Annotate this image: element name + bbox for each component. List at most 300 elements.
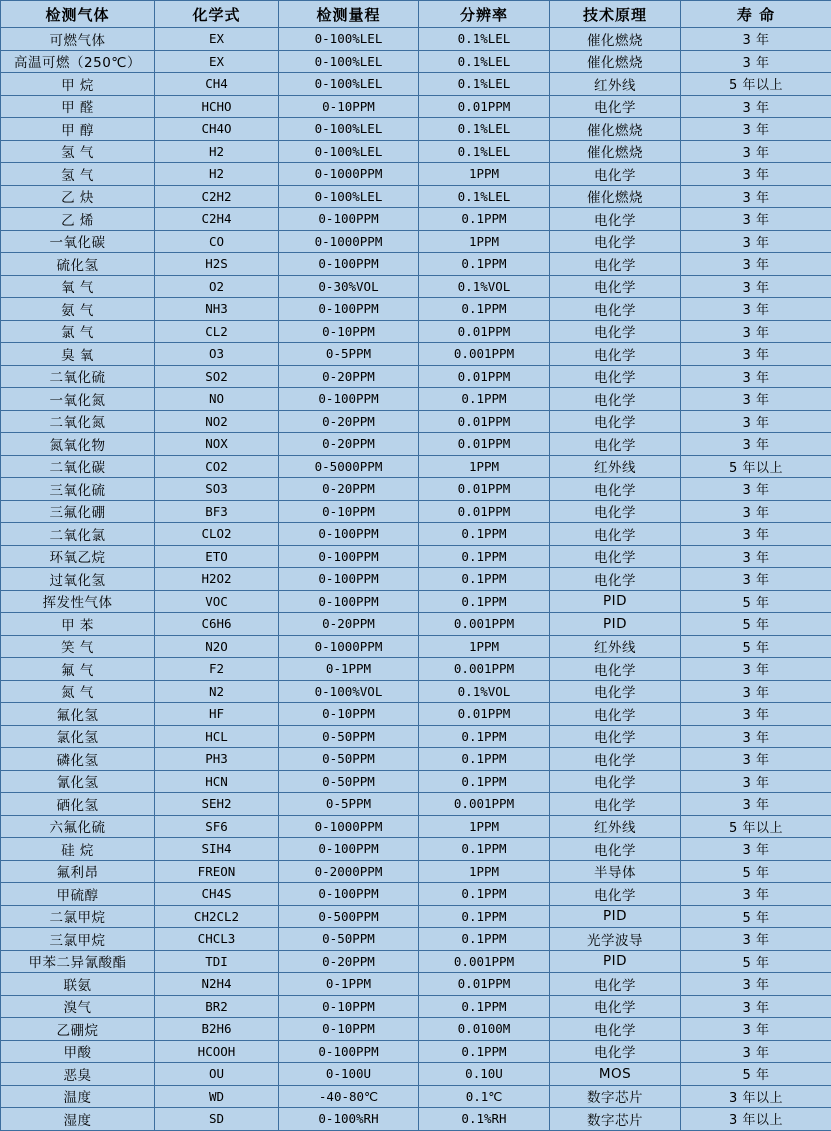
- cell-technical-principle: 红外线: [550, 73, 681, 96]
- table-row: [1, 95, 831, 118]
- table-row: [1, 995, 831, 1018]
- cell-gas-name: 氟 气: [1, 658, 155, 681]
- cell-technical-principle: 数字芯片: [550, 1085, 681, 1108]
- cell-gas-name: 磷化氢: [1, 748, 155, 771]
- cell-resolution: 0.1PPM: [419, 298, 550, 321]
- cell-lifespan: 3 年: [681, 1040, 831, 1063]
- table-row: [1, 1108, 831, 1131]
- cell-detection-range: 0-2000PPM: [279, 860, 419, 883]
- cell-chemical-formula: PH3: [155, 748, 279, 771]
- cell-chemical-formula: NOX: [155, 433, 279, 456]
- cell-gas-name: 乙硼烷: [1, 1018, 155, 1041]
- cell-detection-range: 0-100U: [279, 1063, 419, 1086]
- cell-technical-principle: 电化学: [550, 365, 681, 388]
- cell-technical-principle: 红外线: [550, 635, 681, 658]
- cell-gas-name: 甲苯二异氰酸酯: [1, 950, 155, 973]
- cell-lifespan: 3 年: [681, 410, 831, 433]
- cell-lifespan: 3 年: [681, 230, 831, 253]
- cell-gas-name: 氰化氢: [1, 770, 155, 793]
- cell-detection-range: 0-100PPM: [279, 545, 419, 568]
- cell-technical-principle: 电化学: [550, 95, 681, 118]
- cell-detection-range: 0-20PPM: [279, 433, 419, 456]
- cell-resolution: 0.01PPM: [419, 95, 550, 118]
- cell-chemical-formula: CHCL3: [155, 928, 279, 951]
- cell-detection-range: 0-100PPM: [279, 388, 419, 411]
- cell-lifespan: 5 年以上: [681, 455, 831, 478]
- table-row: [1, 478, 831, 501]
- cell-technical-principle: 电化学: [550, 568, 681, 591]
- cell-resolution: 0.1PPM: [419, 388, 550, 411]
- table-row: [1, 860, 831, 883]
- cell-technical-principle: 电化学: [550, 230, 681, 253]
- cell-resolution: 0.1PPM: [419, 928, 550, 951]
- cell-lifespan: 5 年以上: [681, 815, 831, 838]
- table-row: [1, 545, 831, 568]
- cell-technical-principle: 电化学: [550, 410, 681, 433]
- cell-resolution: 0.01PPM: [419, 973, 550, 996]
- cell-technical-principle: PID: [550, 905, 681, 928]
- table-row: [1, 950, 831, 973]
- cell-detection-range: 0-100PPM: [279, 568, 419, 591]
- cell-technical-principle: MOS: [550, 1063, 681, 1086]
- cell-resolution: 0.1PPM: [419, 905, 550, 928]
- cell-resolution: 0.01PPM: [419, 703, 550, 726]
- cell-chemical-formula: VOC: [155, 590, 279, 613]
- cell-chemical-formula: H2S: [155, 253, 279, 276]
- cell-gas-name: 三氧化硫: [1, 478, 155, 501]
- cell-technical-principle: 电化学: [550, 725, 681, 748]
- cell-gas-name: 氯 气: [1, 320, 155, 343]
- cell-technical-principle: 电化学: [550, 298, 681, 321]
- cell-detection-range: 0-100%LEL: [279, 140, 419, 163]
- table-row: [1, 658, 831, 681]
- table-row: [1, 140, 831, 163]
- column-header-principle: 技术原理: [550, 1, 681, 28]
- table-row: [1, 1085, 831, 1108]
- cell-lifespan: 5 年: [681, 950, 831, 973]
- cell-resolution: 1PPM: [419, 455, 550, 478]
- cell-technical-principle: 电化学: [550, 703, 681, 726]
- cell-resolution: 0.1PPM: [419, 590, 550, 613]
- cell-resolution: 0.1%RH: [419, 1108, 550, 1131]
- table-row: [1, 1018, 831, 1041]
- cell-technical-principle: 电化学: [550, 680, 681, 703]
- cell-detection-range: 0-100%RH: [279, 1108, 419, 1131]
- cell-detection-range: 0-10PPM: [279, 995, 419, 1018]
- cell-chemical-formula: N2H4: [155, 973, 279, 996]
- cell-chemical-formula: C2H4: [155, 208, 279, 231]
- cell-lifespan: 3 年: [681, 118, 831, 141]
- cell-gas-name: 三氟化硼: [1, 500, 155, 523]
- cell-gas-name: 温度: [1, 1085, 155, 1108]
- table-row: [1, 703, 831, 726]
- cell-lifespan: 3 年: [681, 478, 831, 501]
- cell-gas-name: 二氧化碳: [1, 455, 155, 478]
- cell-lifespan: 3 年: [681, 320, 831, 343]
- cell-resolution: 0.01PPM: [419, 365, 550, 388]
- cell-chemical-formula: NO: [155, 388, 279, 411]
- cell-chemical-formula: CO2: [155, 455, 279, 478]
- cell-detection-range: 0-1000PPM: [279, 163, 419, 186]
- cell-lifespan: 5 年: [681, 635, 831, 658]
- cell-gas-name: 一氧化碳: [1, 230, 155, 253]
- table-row: [1, 118, 831, 141]
- cell-chemical-formula: SO2: [155, 365, 279, 388]
- cell-technical-principle: 电化学: [550, 883, 681, 906]
- cell-gas-name: 湿度: [1, 1108, 155, 1131]
- cell-resolution: 0.1%VOL: [419, 275, 550, 298]
- cell-chemical-formula: HF: [155, 703, 279, 726]
- cell-gas-name: 甲 醇: [1, 118, 155, 141]
- cell-chemical-formula: CLO2: [155, 523, 279, 546]
- cell-chemical-formula: HCN: [155, 770, 279, 793]
- cell-technical-principle: 电化学: [550, 388, 681, 411]
- cell-lifespan: 3 年: [681, 185, 831, 208]
- cell-detection-range: 0-10PPM: [279, 320, 419, 343]
- table-row: [1, 500, 831, 523]
- cell-resolution: 0.01PPM: [419, 433, 550, 456]
- cell-resolution: 0.01PPM: [419, 410, 550, 433]
- cell-lifespan: 3 年: [681, 725, 831, 748]
- cell-technical-principle: 光学波导: [550, 928, 681, 951]
- cell-lifespan: 3 年: [681, 163, 831, 186]
- cell-lifespan: 3 年: [681, 973, 831, 996]
- cell-lifespan: 3 年: [681, 680, 831, 703]
- cell-gas-name: 二氧化硫: [1, 365, 155, 388]
- cell-chemical-formula: N2O: [155, 635, 279, 658]
- cell-detection-range: 0-20PPM: [279, 478, 419, 501]
- cell-chemical-formula: CH4: [155, 73, 279, 96]
- cell-detection-range: 0-30%VOL: [279, 275, 419, 298]
- cell-technical-principle: 电化学: [550, 545, 681, 568]
- cell-detection-range: 0-50PPM: [279, 748, 419, 771]
- table-row: [1, 815, 831, 838]
- cell-chemical-formula: C2H2: [155, 185, 279, 208]
- cell-detection-range: 0-100PPM: [279, 1040, 419, 1063]
- cell-resolution: 0.1PPM: [419, 208, 550, 231]
- table-row: [1, 433, 831, 456]
- column-header-formula: 化学式: [155, 1, 279, 28]
- cell-resolution: 0.1%LEL: [419, 118, 550, 141]
- cell-resolution: 0.1PPM: [419, 748, 550, 771]
- cell-lifespan: 3 年: [681, 748, 831, 771]
- cell-resolution: 0.001PPM: [419, 950, 550, 973]
- cell-chemical-formula: F2: [155, 658, 279, 681]
- cell-detection-range: 0-100PPM: [279, 208, 419, 231]
- cell-resolution: 0.01PPM: [419, 500, 550, 523]
- cell-detection-range: 0-100%LEL: [279, 50, 419, 73]
- cell-detection-range: 0-5PPM: [279, 793, 419, 816]
- cell-technical-principle: PID: [550, 613, 681, 636]
- cell-lifespan: 3 年: [681, 140, 831, 163]
- cell-resolution: 0.1%VOL: [419, 680, 550, 703]
- cell-detection-range: 0-100PPM: [279, 298, 419, 321]
- cell-gas-name: 可燃气体: [1, 28, 155, 51]
- cell-detection-range: 0-100PPM: [279, 883, 419, 906]
- table-row: [1, 253, 831, 276]
- table-row: [1, 185, 831, 208]
- cell-lifespan: 3 年: [681, 208, 831, 231]
- cell-detection-range: 0-50PPM: [279, 928, 419, 951]
- cell-technical-principle: 红外线: [550, 815, 681, 838]
- cell-gas-name: 二氧化氯: [1, 523, 155, 546]
- cell-chemical-formula: CH4S: [155, 883, 279, 906]
- cell-lifespan: 3 年以上: [681, 1085, 831, 1108]
- column-header-resolution: 分辨率: [419, 1, 550, 28]
- cell-gas-name: 乙 炔: [1, 185, 155, 208]
- table-row: [1, 838, 831, 861]
- table-row: [1, 410, 831, 433]
- cell-technical-principle: 电化学: [550, 1018, 681, 1041]
- cell-resolution: 1PPM: [419, 815, 550, 838]
- cell-gas-name: 笑 气: [1, 635, 155, 658]
- cell-lifespan: 3 年: [681, 253, 831, 276]
- cell-resolution: 0.1%LEL: [419, 73, 550, 96]
- cell-gas-name: 氮 气: [1, 680, 155, 703]
- table-row: [1, 230, 831, 253]
- table-row: [1, 748, 831, 771]
- table-row: [1, 28, 831, 51]
- cell-lifespan: 3 年: [681, 793, 831, 816]
- cell-resolution: 0.1℃: [419, 1085, 550, 1108]
- cell-lifespan: 3 年: [681, 545, 831, 568]
- cell-detection-range: 0-10PPM: [279, 703, 419, 726]
- cell-chemical-formula: CH4O: [155, 118, 279, 141]
- cell-lifespan: 3 年: [681, 1018, 831, 1041]
- cell-resolution: 0.001PPM: [419, 793, 550, 816]
- cell-gas-name: 挥发性气体: [1, 590, 155, 613]
- table-row: [1, 523, 831, 546]
- table-row: [1, 680, 831, 703]
- cell-gas-name: 六氟化硫: [1, 815, 155, 838]
- cell-lifespan: 3 年: [681, 523, 831, 546]
- cell-gas-name: 过氧化氢: [1, 568, 155, 591]
- cell-gas-name: 甲酸: [1, 1040, 155, 1063]
- cell-lifespan: 5 年: [681, 590, 831, 613]
- cell-gas-name: 甲 醛: [1, 95, 155, 118]
- table-row: [1, 613, 831, 636]
- cell-detection-range: 0-10PPM: [279, 1018, 419, 1041]
- cell-lifespan: 3 年: [681, 433, 831, 456]
- cell-resolution: 0.1PPM: [419, 568, 550, 591]
- table-row: [1, 568, 831, 591]
- cell-technical-principle: 数字芯片: [550, 1108, 681, 1131]
- table-header: [1, 1, 831, 28]
- cell-chemical-formula: SEH2: [155, 793, 279, 816]
- cell-technical-principle: 催化燃烧: [550, 185, 681, 208]
- cell-technical-principle: 电化学: [550, 793, 681, 816]
- cell-lifespan: 3 年: [681, 28, 831, 51]
- cell-gas-name: 一氧化氮: [1, 388, 155, 411]
- cell-lifespan: 3 年: [681, 95, 831, 118]
- cell-detection-range: 0-50PPM: [279, 770, 419, 793]
- cell-chemical-formula: N2: [155, 680, 279, 703]
- cell-detection-range: 0-10PPM: [279, 95, 419, 118]
- cell-resolution: 1PPM: [419, 230, 550, 253]
- cell-resolution: 0.001PPM: [419, 343, 550, 366]
- cell-gas-name: 甲 烷: [1, 73, 155, 96]
- table-row: [1, 793, 831, 816]
- table-row: [1, 388, 831, 411]
- cell-lifespan: 3 年: [681, 500, 831, 523]
- cell-gas-name: 氨 气: [1, 298, 155, 321]
- cell-technical-principle: 催化燃烧: [550, 140, 681, 163]
- table-row: [1, 73, 831, 96]
- cell-resolution: 0.001PPM: [419, 613, 550, 636]
- cell-gas-name: 环氧乙烷: [1, 545, 155, 568]
- cell-chemical-formula: NO2: [155, 410, 279, 433]
- cell-lifespan: 5 年以上: [681, 73, 831, 96]
- cell-lifespan: 5 年: [681, 860, 831, 883]
- cell-chemical-formula: TDI: [155, 950, 279, 973]
- cell-lifespan: 3 年: [681, 343, 831, 366]
- cell-chemical-formula: C6H6: [155, 613, 279, 636]
- cell-resolution: 0.01PPM: [419, 478, 550, 501]
- cell-technical-principle: 催化燃烧: [550, 50, 681, 73]
- cell-technical-principle: 电化学: [550, 995, 681, 1018]
- cell-gas-name: 硒化氢: [1, 793, 155, 816]
- cell-chemical-formula: EX: [155, 28, 279, 51]
- cell-chemical-formula: EX: [155, 50, 279, 73]
- table-body: [1, 28, 831, 1131]
- cell-gas-name: 氢 气: [1, 163, 155, 186]
- cell-gas-name: 溴气: [1, 995, 155, 1018]
- cell-resolution: 0.1%LEL: [419, 28, 550, 51]
- cell-chemical-formula: HCHO: [155, 95, 279, 118]
- table-row: [1, 928, 831, 951]
- cell-detection-range: 0-100%LEL: [279, 73, 419, 96]
- cell-chemical-formula: BF3: [155, 500, 279, 523]
- cell-gas-name: 乙 烯: [1, 208, 155, 231]
- cell-lifespan: 3 年: [681, 50, 831, 73]
- cell-chemical-formula: SD: [155, 1108, 279, 1131]
- cell-resolution: 0.1%LEL: [419, 185, 550, 208]
- cell-resolution: 0.1PPM: [419, 545, 550, 568]
- table-row: [1, 635, 831, 658]
- table-row: [1, 1063, 831, 1086]
- table-row: [1, 343, 831, 366]
- cell-resolution: 0.1PPM: [419, 838, 550, 861]
- cell-technical-principle: 红外线: [550, 455, 681, 478]
- table-row: [1, 320, 831, 343]
- cell-detection-range: 0-100%LEL: [279, 28, 419, 51]
- cell-detection-range: 0-1PPM: [279, 973, 419, 996]
- cell-lifespan: 3 年: [681, 883, 831, 906]
- cell-technical-principle: 电化学: [550, 1040, 681, 1063]
- cell-resolution: 1PPM: [419, 860, 550, 883]
- cell-chemical-formula: SF6: [155, 815, 279, 838]
- table-row: [1, 163, 831, 186]
- cell-detection-range: 0-100PPM: [279, 590, 419, 613]
- table-header-row: [1, 1, 831, 28]
- cell-chemical-formula: H2O2: [155, 568, 279, 591]
- cell-detection-range: 0-20PPM: [279, 950, 419, 973]
- table-row: [1, 455, 831, 478]
- cell-resolution: 0.1PPM: [419, 770, 550, 793]
- cell-technical-principle: 电化学: [550, 163, 681, 186]
- cell-technical-principle: 电化学: [550, 770, 681, 793]
- cell-resolution: 0.01PPM: [419, 320, 550, 343]
- cell-resolution: 0.1PPM: [419, 725, 550, 748]
- cell-technical-principle: 电化学: [550, 748, 681, 771]
- cell-chemical-formula: FREON: [155, 860, 279, 883]
- column-header-gas: 检测气体: [1, 1, 155, 28]
- cell-gas-name: 氮氧化物: [1, 433, 155, 456]
- column-header-range: 检测量程: [279, 1, 419, 28]
- cell-technical-principle: 电化学: [550, 253, 681, 276]
- cell-chemical-formula: NH3: [155, 298, 279, 321]
- cell-detection-range: 0-1000PPM: [279, 230, 419, 253]
- cell-technical-principle: 电化学: [550, 838, 681, 861]
- cell-technical-principle: 催化燃烧: [550, 28, 681, 51]
- cell-gas-name: 联氨: [1, 973, 155, 996]
- cell-lifespan: 3 年: [681, 703, 831, 726]
- cell-gas-name: 高温可燃（250℃）: [1, 50, 155, 73]
- cell-resolution: 0.1PPM: [419, 523, 550, 546]
- cell-chemical-formula: H2: [155, 140, 279, 163]
- cell-gas-name: 氧 气: [1, 275, 155, 298]
- cell-technical-principle: 电化学: [550, 433, 681, 456]
- cell-gas-name: 臭 氧: [1, 343, 155, 366]
- cell-detection-range: 0-20PPM: [279, 613, 419, 636]
- table-row: [1, 770, 831, 793]
- cell-gas-name: 硅 烷: [1, 838, 155, 861]
- table-row: [1, 905, 831, 928]
- cell-lifespan: 3 年: [681, 770, 831, 793]
- cell-technical-principle: 电化学: [550, 658, 681, 681]
- cell-gas-name: 氯化氢: [1, 725, 155, 748]
- cell-gas-name: 甲硫醇: [1, 883, 155, 906]
- cell-chemical-formula: HCOOH: [155, 1040, 279, 1063]
- table-row: [1, 365, 831, 388]
- cell-chemical-formula: CL2: [155, 320, 279, 343]
- cell-technical-principle: 电化学: [550, 523, 681, 546]
- cell-lifespan: 3 年: [681, 388, 831, 411]
- cell-lifespan: 3 年: [681, 928, 831, 951]
- cell-chemical-formula: SIH4: [155, 838, 279, 861]
- cell-chemical-formula: CH2CL2: [155, 905, 279, 928]
- table-row: [1, 725, 831, 748]
- cell-lifespan: 3 年: [681, 275, 831, 298]
- cell-technical-principle: PID: [550, 590, 681, 613]
- cell-chemical-formula: ETO: [155, 545, 279, 568]
- cell-technical-principle: 电化学: [550, 208, 681, 231]
- table-row: [1, 298, 831, 321]
- cell-resolution: 0.1%LEL: [419, 140, 550, 163]
- cell-detection-range: 0-10PPM: [279, 500, 419, 523]
- cell-technical-principle: 电化学: [550, 275, 681, 298]
- cell-chemical-formula: WD: [155, 1085, 279, 1108]
- cell-technical-principle: 电化学: [550, 343, 681, 366]
- cell-detection-range: 0-1PPM: [279, 658, 419, 681]
- cell-detection-range: 0-100PPM: [279, 253, 419, 276]
- cell-chemical-formula: O3: [155, 343, 279, 366]
- table-row: [1, 275, 831, 298]
- cell-gas-name: 恶臭: [1, 1063, 155, 1086]
- cell-detection-range: 0-100PPM: [279, 838, 419, 861]
- cell-detection-range: 0-100PPM: [279, 523, 419, 546]
- cell-resolution: 0.1PPM: [419, 995, 550, 1018]
- cell-lifespan: 3 年以上: [681, 1108, 831, 1131]
- cell-gas-name: 氢 气: [1, 140, 155, 163]
- cell-technical-principle: 电化学: [550, 500, 681, 523]
- cell-chemical-formula: H2: [155, 163, 279, 186]
- cell-chemical-formula: B2H6: [155, 1018, 279, 1041]
- cell-lifespan: 3 年: [681, 365, 831, 388]
- table-row: [1, 973, 831, 996]
- table-row: [1, 590, 831, 613]
- cell-resolution: 0.1PPM: [419, 883, 550, 906]
